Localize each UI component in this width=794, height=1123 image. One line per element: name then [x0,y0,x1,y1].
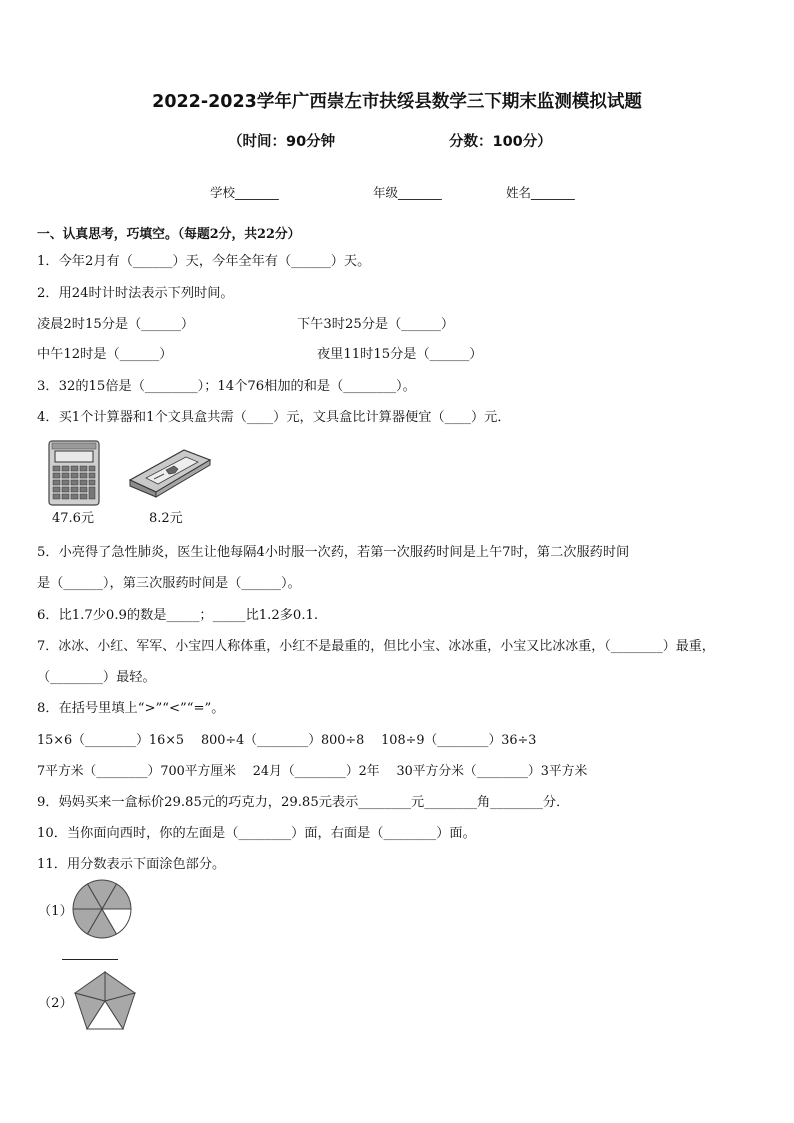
figure-1-label: （1） [38,904,73,919]
page-title: 2022-2023学年广西崇左市扶绥县数学三下期末监测模拟试题 [152,92,642,112]
question-10: 10．当你面向西时，你的左面是（________）面，右面是（________）面。 [37,826,476,841]
question-2d: 夜里11时15分是（______） [317,347,483,362]
question-5-line1: 5．小亮得了急性肺炎，医生让他每隔4小时服一次药，若第一次服药时间是上午7时，第二次服药时间 [37,545,630,560]
question-6: 6．比1.7少0.9的数是_____；_____比1.2多0.1. [37,608,319,623]
pencil-box-image [126,446,212,498]
answer-line[interactable] [62,959,118,960]
question-8-stem: 8．在括号里填上“>”“<”“=”。 [37,701,225,716]
question-7-line1: 7．冰冰、小红、军军、小宝四人称体重，小红不是最重的，但比小宝、冰冰重，小宝又比冰冰重，（________）最重， [37,639,715,654]
question-1: 1．今年2月有（______）天，今年全年有（______）天。 [37,254,371,269]
question-5-line2: 是（______），第三次服药时间是（______）。 [37,576,301,591]
name-field[interactable]: 姓名_______ [506,185,575,200]
pentagon-fraction-figure [72,970,138,1032]
figure-2-label: （2） [38,996,73,1011]
exam-time: （时间：90分钟 [228,134,336,150]
school-field[interactable]: 学校_______ [210,185,279,200]
question-2b: 下午3时25分是（______） [297,317,455,332]
question-9: 9．妈妈买来一盒标价29.85元的巧克力，29.85元表示________元________角________分． [37,795,570,810]
question-4-stem: 4．买1个计算器和1个文具盒共需（____）元，文具盒比计算器便宜（____）元． [37,410,511,425]
exam-score: 分数：100分） [449,134,552,150]
calculator-image [48,440,100,506]
question-11-stem: 11．用分数表示下面涂色部分。 [37,857,226,872]
question-2-stem: 2．用24时计时法表示下列时间。 [37,286,234,301]
question-7-line2: （________）最轻。 [37,670,156,685]
section-heading: 一、认真思考，巧填空。（每题2分，共22分） [37,227,301,242]
grade-field[interactable]: 年级_______ [373,185,442,200]
calculator-price: 47.6元 [52,511,94,526]
question-8-row2: 7平方米（________）700平方厘米 24月（________）2年 30平方分米（________）3平方米 [37,764,588,779]
pencil-box-price: 8.2元 [149,511,183,526]
question-2a: 凌晨2时15分是（______） [37,317,195,332]
question-3: 3．32的15倍是（________）；14个76相加的和是（________）。 [37,379,416,394]
question-8-row1: 15×6（________）16×5 800÷4（________）800÷8 108÷9（________）36÷3 [37,733,537,748]
question-2c: 中午12时是（______） [37,347,173,362]
circle-fraction-figure [69,876,135,942]
